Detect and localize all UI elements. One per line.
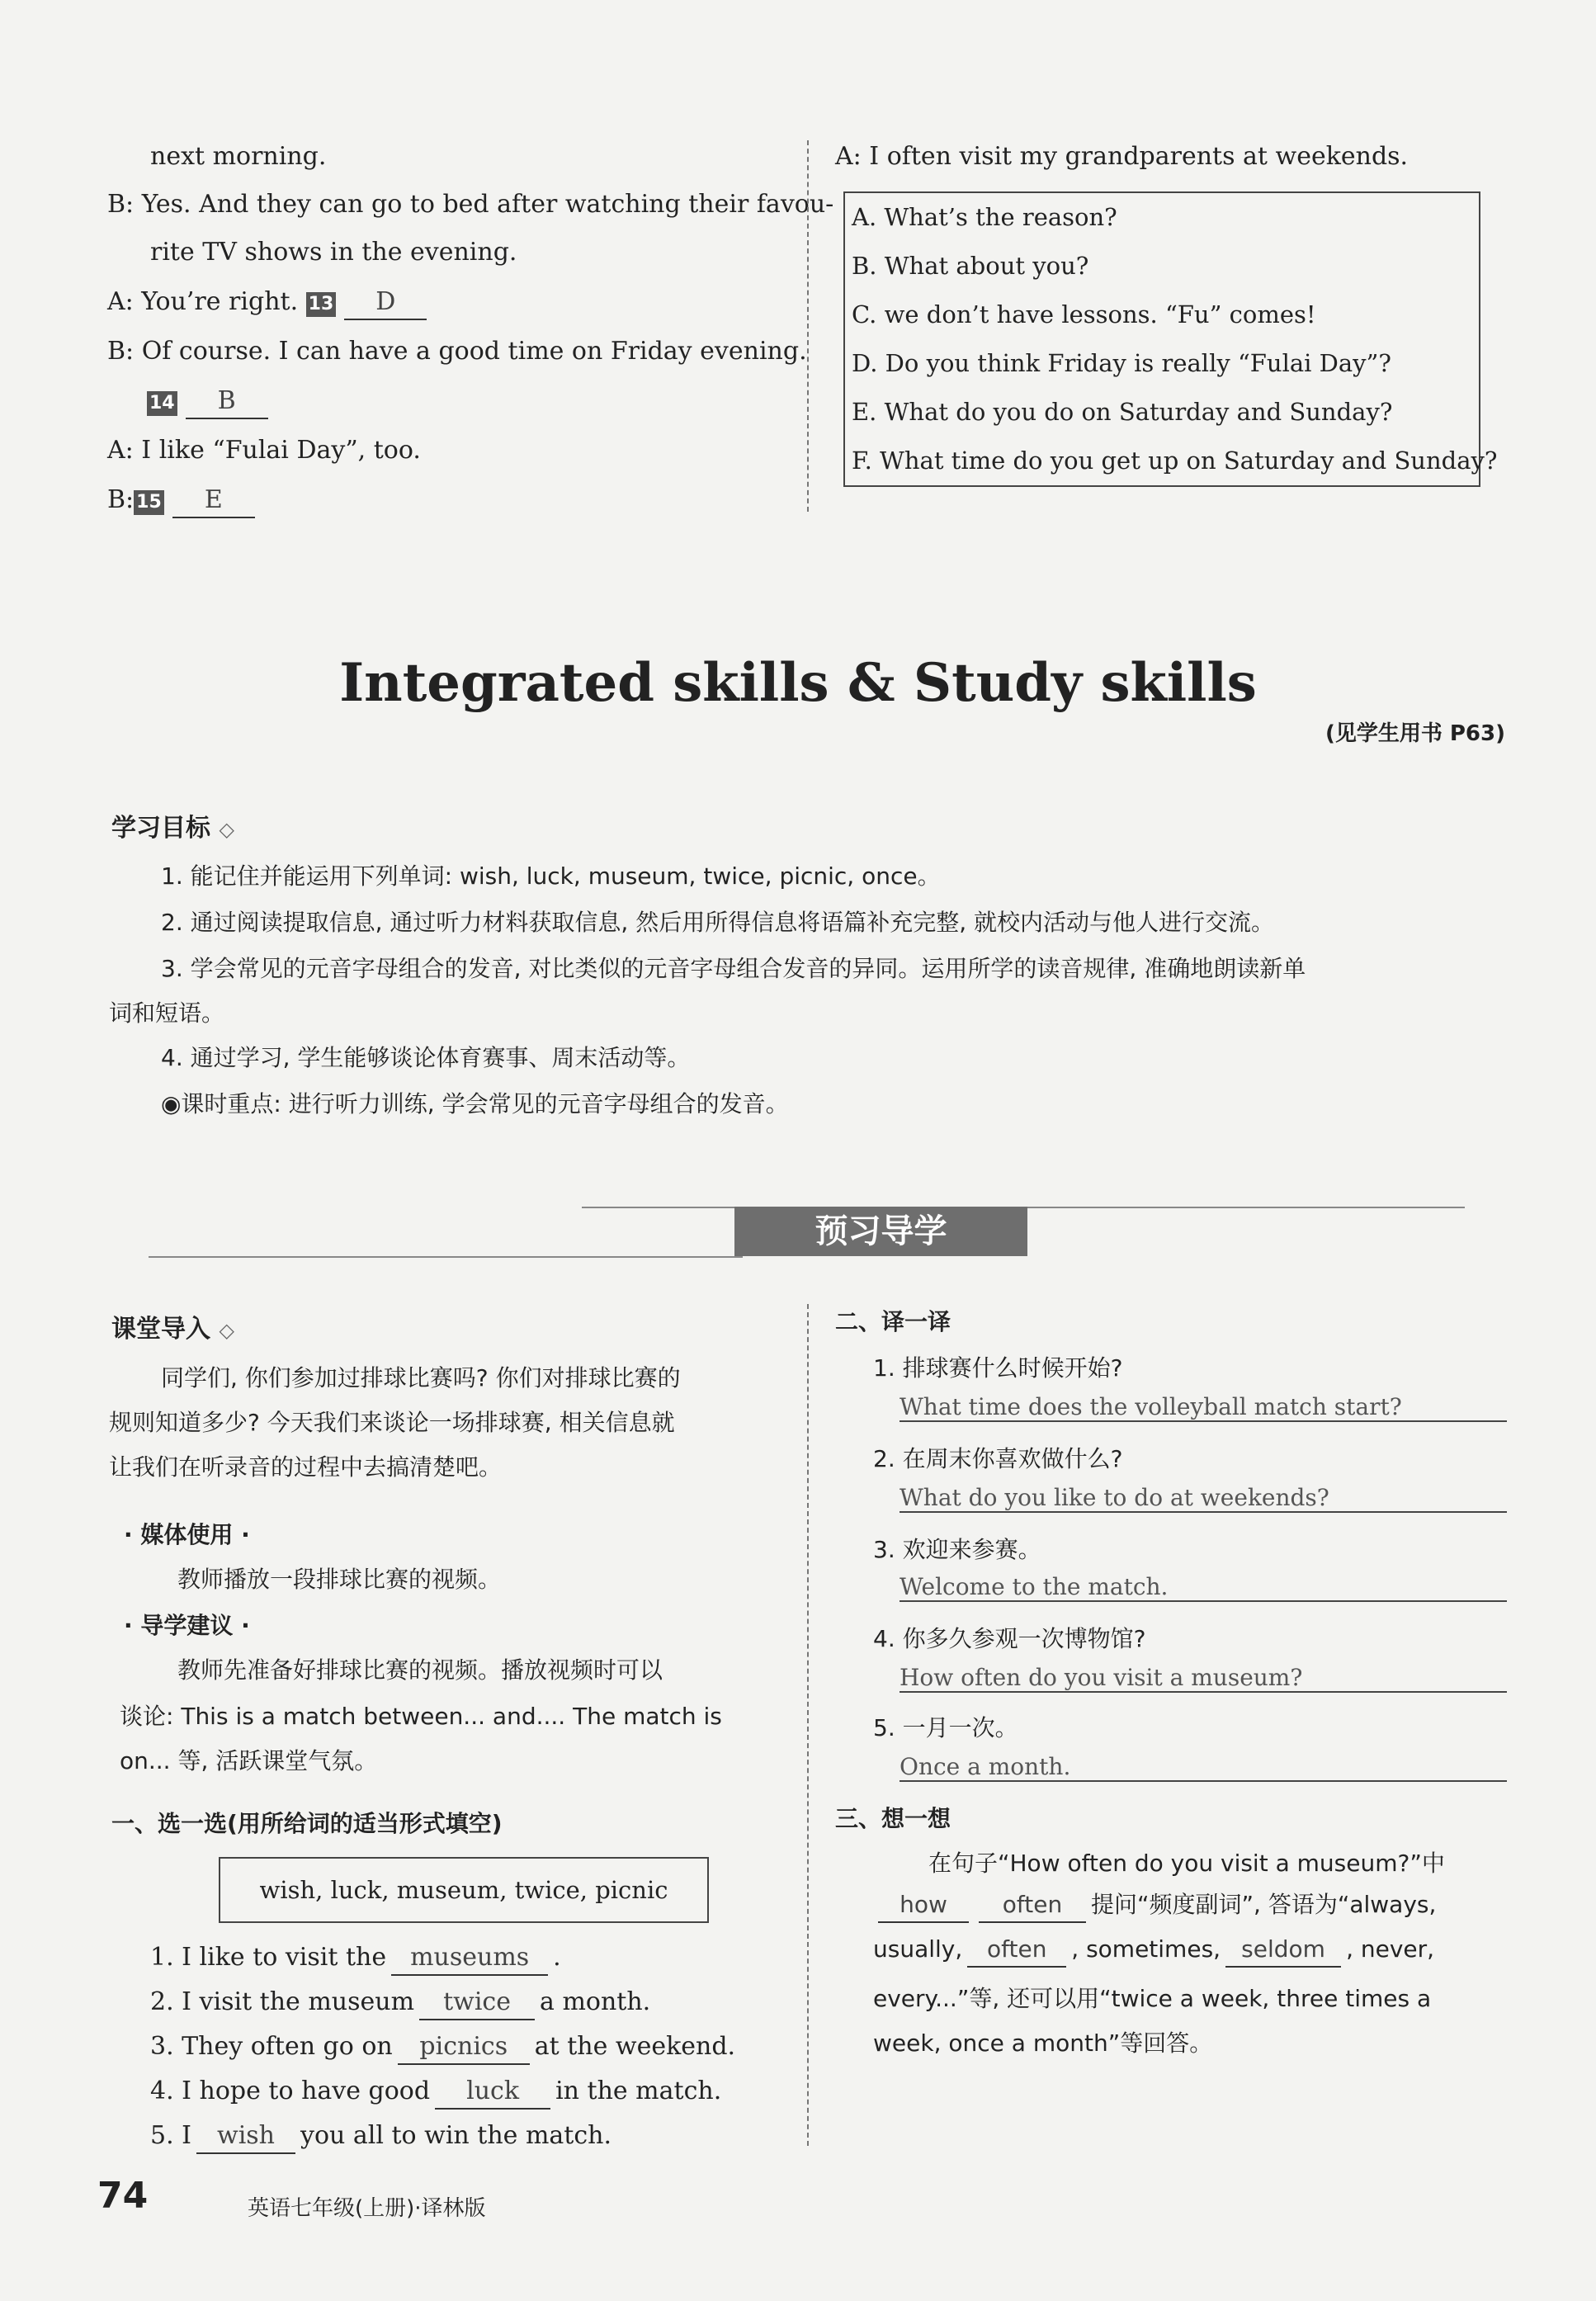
dialogue-line: A: I like “Fulai Day”, too. (107, 436, 421, 465)
fill-item (150, 2030, 735, 2065)
dialogue-line: next morning. (150, 142, 327, 171)
think-line (873, 1933, 1434, 1968)
item-text: 1. I like to visit the (150, 1943, 387, 1972)
item-text: . (553, 1943, 561, 1972)
answer-blank: picnics (398, 2030, 530, 2065)
item-text: 3. They often go on (150, 2032, 393, 2061)
word-bank: wish, luck, museum, twice, picnic (219, 1857, 709, 1923)
translate-answer: What do you like to do at weekends? (900, 1484, 1507, 1513)
option-d: D. Do you think Friday is really “Fulai Day”? (852, 349, 1391, 377)
translate-answer: What time does the volleyball match start? (900, 1393, 1507, 1422)
page-reference: (见学生用书 P63) (1324, 721, 1505, 746)
dialogue-line: B: Yes. And they can go to bed after watching their favou- (107, 190, 834, 219)
fill-item (150, 1986, 650, 2020)
preview-banner: 预习导学 (734, 1207, 1027, 1256)
part2-heading: 二、译一译 (835, 1308, 951, 1335)
dialogue-line-14 (147, 385, 273, 419)
fill-item (150, 2119, 611, 2154)
think-text: , never, (1346, 1935, 1435, 1963)
intro-text: 规则知道多少? 今天我们来谈论一场排球赛, 相关信息就 (109, 1409, 675, 1436)
item-text: 4. I hope to have good (150, 2077, 431, 2105)
think-text: week, once a month”等回答。 (873, 2029, 1213, 2057)
advice-heading: · 导学建议 · (124, 1612, 250, 1639)
item-text: you all to win the match. (300, 2121, 611, 2150)
translate-question: 3. 欢迎来参赛。 (873, 1536, 1041, 1563)
translate-answer: Once a month. (900, 1753, 1507, 1782)
intro-text: 让我们在听录音的过程中去搞清楚吧。 (109, 1453, 503, 1481)
option-b: B. What about you? (852, 252, 1089, 280)
options-box (843, 191, 1498, 487)
dialogue-text: A: You’re right. (107, 287, 299, 316)
item-text: 2. I visit the museum (150, 1987, 415, 2016)
question-number-badge: 14 (147, 391, 177, 416)
answer-blank: how (878, 1888, 969, 1923)
page-number: 74 (97, 2175, 149, 2217)
option-f: F. What time do you get up on Saturday and Sunday? (852, 446, 1498, 475)
answer-blank: wish (196, 2119, 295, 2154)
objective-item: 1. 能记住并能运用下列单词: wish, luck, museum, twice, picnic, once。 (161, 862, 941, 890)
media-text: 教师播放一段排球比赛的视频。 (177, 1566, 502, 1593)
advice-text: 教师先准备好排球比赛的视频。播放视频时可以 (177, 1656, 663, 1684)
media-heading: · 媒体使用 · (124, 1521, 250, 1548)
question-number-badge: 15 (134, 490, 164, 515)
advice-text: 谈论: This is a match between... and.... The match is (120, 1703, 722, 1730)
fill-item (150, 1941, 561, 1976)
translate-question: 4. 你多久参观一次博物馆? (873, 1625, 1146, 1652)
answer-blank: twice (419, 1986, 535, 2020)
objective-item: 词和短语。 (109, 999, 225, 1027)
think-text: every...”等, 还可以用“twice a week, three times a (873, 1985, 1432, 2012)
diamond-icon: ◇ (219, 818, 234, 841)
answer-blank: D (344, 286, 427, 320)
section-title: Integrated skills & Study skills (339, 652, 1257, 714)
dialogue-line: rite TV shows in the evening. (150, 238, 517, 267)
objective-item: 2. 通过阅读提取信息, 通过听力材料获取信息, 然后用所得信息将语篇补充完整, 就校内活动与他人进行交流。 (161, 909, 1275, 936)
option-c: C. we don’t have lessons. “Fu” comes! (852, 300, 1316, 328)
answer-blank: B (186, 385, 268, 419)
objectives-heading (111, 807, 234, 843)
translate-question: 2. 在周末你喜欢做什么? (873, 1445, 1123, 1472)
heading-text: 课堂导入 (111, 1315, 210, 1344)
lesson-focus: ◉课时重点: 进行听力训练, 学会常见的元音字母组合的发音。 (161, 1090, 789, 1117)
think-text: usually, (873, 1935, 963, 1963)
option-e: E. What do you do on Saturday and Sunday? (852, 398, 1393, 426)
translate-question: 5. 一月一次。 (873, 1714, 1018, 1741)
item-text: 5. I (150, 2121, 192, 2150)
think-text: 提问“频度副词”, 答语为“always, (1091, 1891, 1437, 1918)
heading-text: 学习目标 (111, 814, 210, 843)
diamond-icon: ◇ (219, 1319, 234, 1342)
advice-text: on... 等, 活跃课堂气氛。 (120, 1747, 378, 1774)
column-divider (807, 1304, 809, 2146)
answer-blank: often (967, 1933, 1066, 1968)
answer-blank: museums (391, 1941, 548, 1976)
item-text: in the match. (555, 2077, 722, 2105)
dialogue-line-15 (107, 484, 260, 518)
dialogue-line: A: I often visit my grandparents at weekends. (835, 142, 1409, 171)
banner-rule (149, 1256, 743, 1258)
dialogue-line: B: Of course. I can have a good time on Friday evening. (107, 337, 807, 366)
fill-item (150, 2075, 721, 2110)
footer-text: 英语七年级(上册)·译林版 (248, 2196, 486, 2221)
answer-blank: often (979, 1888, 1086, 1923)
intro-text: 同学们, 你们参加过排球比赛吗? 你们对排球比赛的 (161, 1364, 681, 1391)
dialogue-line-13 (107, 286, 432, 320)
answer-blank: E (172, 484, 255, 518)
column-divider (807, 140, 809, 512)
part3-heading: 三、想一想 (835, 1805, 951, 1832)
answer-blank: seldom (1225, 1933, 1341, 1968)
translate-question: 1. 排球赛什么时候开始? (873, 1354, 1123, 1382)
objective-item: 4. 通过学习, 学生能够谈论体育赛事、周末活动等。 (161, 1044, 691, 1071)
think-text: 在句子“How often do you visit a museum?”中 (928, 1850, 1445, 1877)
option-a: A. What’s the reason? (852, 203, 1117, 231)
dialogue-text: B: (107, 485, 135, 514)
think-line (873, 1888, 1436, 1923)
answer-blank: luck (435, 2075, 550, 2110)
part1-heading: 一、选一选(用所给词的适当形式填空) (111, 1810, 503, 1837)
translate-answer: How often do you visit a museum? (900, 1664, 1507, 1693)
objective-item: 3. 学会常见的元音字母组合的发音, 对比类似的元音字母组合发音的异同。运用所学的读音规律, 准确地朗读新单 (161, 955, 1306, 982)
question-number-badge: 13 (306, 292, 337, 317)
item-text: at the weekend. (534, 2032, 736, 2061)
think-text: , sometimes, (1071, 1935, 1221, 1963)
intro-heading (111, 1308, 234, 1344)
item-text: a month. (540, 1987, 651, 2016)
translate-answer: Welcome to the match. (900, 1573, 1507, 1602)
